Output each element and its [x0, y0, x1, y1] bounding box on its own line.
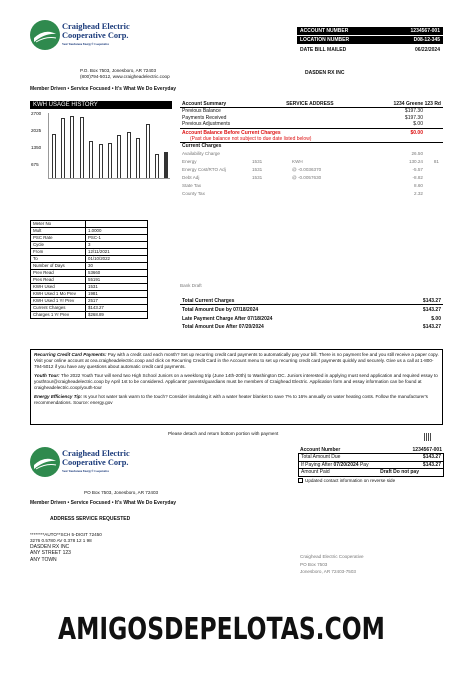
meter-label: To [31, 256, 86, 263]
current-charges-label: Current Charges [182, 143, 222, 150]
meter-label: Meter No [31, 221, 86, 228]
meter-row [31, 277, 148, 284]
meter-label: KWH Used 1 Mo Prev [31, 291, 86, 298]
meter-value: PSC-1 [86, 235, 148, 242]
energy-extra: 81 [433, 158, 439, 164]
service-address-value: 1234 Greene 123 Rd [393, 101, 441, 107]
meter-row [31, 235, 148, 242]
paying-after-suffix: Pay [359, 461, 369, 468]
charge-line [180, 182, 443, 190]
meter-label: Number of Days [31, 263, 86, 270]
y-tick-675: 675 [31, 162, 39, 167]
charge-qty: 1531 [252, 158, 263, 164]
meter-value: 01/10/2022 [86, 256, 148, 263]
charge-line [180, 190, 443, 198]
meter-row [31, 305, 148, 312]
date-mailed-value: 06/22/2024 [414, 47, 440, 53]
watermark-text: AMIGOSDEPELOTAS.COM [58, 612, 385, 647]
meter-label: PSC Rate [31, 235, 86, 242]
charge-label: State Tax [182, 182, 202, 188]
usage-bar [155, 154, 159, 178]
detach-instruction: Please detach and return bottom portion with payment [168, 431, 279, 436]
location-number-label: LOCATION NUMBER [300, 37, 350, 43]
charge-lines [180, 150, 443, 198]
account-number-value: 1234567-001 [410, 28, 440, 34]
meter-row [31, 249, 148, 256]
stub-total-due-value: $143.27 [422, 454, 441, 461]
usage-bar [80, 117, 84, 178]
account-summary [180, 101, 443, 198]
meter-value: 30 [86, 263, 148, 270]
usage-bar [117, 135, 121, 178]
youth-title: Youth Tour: [34, 373, 60, 378]
charge-line [180, 150, 443, 158]
meter-value: $143.27 [86, 305, 148, 312]
charge-label: Debt Adj [182, 174, 200, 180]
y-tick-1350: 1350 [31, 145, 42, 150]
draft-note: Draft Do not pay [380, 469, 419, 476]
meter-value: 12/11/2021 [86, 249, 148, 256]
charge-qty [252, 190, 292, 198]
company-address: P.O. Box 7503, Jonesboro, AR 72403 [80, 68, 157, 73]
total-after-value: $143.27 [422, 324, 441, 331]
charge-amount: 130.24 [408, 158, 423, 164]
meter-label: Mult [31, 228, 86, 235]
balance-before-label: Account Balance Before Current Charges [182, 129, 281, 136]
account-number-label: ACCOUNT NUMBER [300, 28, 349, 34]
charge-amount: 2.32 [414, 190, 423, 196]
efficiency-title: Energy Efficiency Tip: [34, 394, 83, 399]
charge-qty: 1531 [252, 166, 263, 172]
recurring-text: Pay with a credit card each month? Set up recurring credit card payments to automatically pay your bill. There is no payment fee and you still receive a paper copy. Visit your online account at cea.craigheadelectric.coop and click on Recurring Credit Card in the Account menu to set up recurring credit card payments quickly and securely. Give us a call at 1-800-794-5012 if you have any questions about automatic credit card payments. [34, 352, 439, 369]
qr-code-icon [424, 433, 432, 441]
total-current-value: $143.27 [422, 298, 441, 304]
mail-sort-code2: 3276 0.5780 AV 0.378 12 1 98 [30, 538, 92, 543]
stub-address: PO Box 7503, Jonesboro, AR 72403 [84, 490, 159, 495]
meter-label: Cycle [31, 242, 86, 249]
meter-value: $268.89 [86, 312, 148, 319]
notices-box [30, 349, 443, 425]
usage-bar-area [48, 113, 170, 179]
meter-row [31, 284, 148, 291]
charge-rate [292, 190, 352, 198]
charge-label: Availability Charge [182, 150, 220, 156]
charge-label: Energy Cost/RTO Adj [182, 166, 226, 172]
total-after-label: Total Amount Due After 07/20/2024 [182, 324, 264, 331]
total-due-value: $143.27 [422, 307, 441, 314]
meter-value: 1.0000 [86, 228, 148, 235]
stub-account-number-value: 1234567-001 [412, 447, 442, 453]
previous-balance-label: Previous Balance [182, 108, 221, 115]
total-current-label: Total Current Charges [182, 298, 235, 304]
usage-bar [127, 132, 131, 178]
customer-address-line2: ANY STREET 123 [30, 550, 71, 557]
company-logo [30, 20, 60, 50]
paying-after-value: $143.27 [422, 461, 441, 468]
meter-value: 1981 [86, 291, 148, 298]
charge-amount: 26.50 [411, 150, 423, 156]
location-number-bar [297, 36, 443, 44]
meter-label: From [31, 249, 86, 256]
remit-address-line2: PO Box 7503 [300, 561, 328, 567]
account-number-bar [297, 27, 443, 35]
usage-bar [136, 138, 140, 178]
stub-total-due-label: Total Amount Due [301, 454, 341, 461]
stub-motto: Member Driven • Service Focused • It's What We Do Everyday [30, 500, 177, 506]
usage-bar [61, 118, 65, 178]
charge-amount: -8.82 [412, 174, 423, 180]
charge-label: County Tax [182, 190, 205, 196]
meter-value [86, 221, 148, 228]
payments-received-label: Payments Received [182, 114, 227, 121]
company-contact: (800)794-5012, www.craigheadelectric.coop [80, 74, 170, 79]
account-summary-label: Account Summary [182, 101, 227, 107]
charge-qty [252, 150, 292, 158]
bank-draft-label: Bank Draft [180, 283, 202, 288]
remit-address-line3: Jonesboro, AR 72403-7503 [300, 569, 356, 574]
meter-row [31, 312, 148, 319]
service-address-label: SERVICE ADDRESS [286, 101, 334, 107]
stub-company-logo [30, 447, 60, 477]
y-tick-2025: 2025 [31, 128, 42, 133]
company-tagline: Your Touchstone Energy® Cooperative [62, 43, 109, 46]
remit-address-line1: Craighead Electric Cooperative [300, 554, 364, 559]
late-charge-label: Late Payment Charge After 07/18/2024 [182, 315, 273, 322]
previous-adjustments-label: Previous Adjustments [182, 121, 231, 128]
late-charge-value: $.00 [431, 315, 441, 322]
charge-amount: 8.60 [414, 182, 423, 188]
usage-bar [108, 143, 112, 178]
charge-line [180, 174, 443, 182]
stub-company-name-line1: Craighead Electric [62, 449, 130, 458]
charge-rate: @ -0.0057630 [292, 174, 322, 180]
stub-account-number-label: Account Number [300, 447, 341, 453]
charge-line [180, 166, 443, 174]
previous-adjustments-value: $.00 [413, 121, 423, 128]
mail-sort-code: ********AUTO**SCH 5-DIGIT 72450 [30, 532, 102, 537]
paying-after-date: 07/20/2024 [333, 461, 359, 468]
date-mailed-label: DATE BILL MAILED [300, 47, 347, 53]
usage-bar [89, 141, 93, 178]
charge-label: Energy [182, 158, 197, 164]
address-service-requested: ADDRESS SERVICE REQUESTED [50, 516, 131, 522]
paying-after-label: If Paying After [301, 461, 333, 468]
previous-balance-value: $197.30 [404, 108, 423, 115]
amount-paid-label[interactable]: Amount Paid [301, 469, 330, 476]
meter-value: 3 [86, 242, 148, 249]
meter-label: Prev Read [31, 270, 86, 277]
customer-name: DASDEN RX INC [305, 70, 345, 76]
charge-amount: -5.57 [412, 166, 423, 172]
meter-row [31, 228, 148, 235]
efficiency-text: Is your hot water tank warm to the touch? Consider insulating it with a water heater blanket to save 7% to 16% annually on water heating costs. Follow the manufacturer's recommendations. Source: energy.gov [34, 394, 428, 405]
meter-row [31, 291, 148, 298]
meter-value: 53660 [86, 270, 148, 277]
charge-qty [252, 182, 292, 190]
usage-bar [99, 144, 103, 178]
y-tick-2700: 2700 [31, 111, 42, 116]
usage-history-panel [30, 101, 172, 185]
remittance-box [298, 447, 444, 484]
recurring-title: Recurring Credit Card Payments: [34, 352, 107, 357]
meter-row [31, 298, 148, 305]
payments-received-value: $197.30 [404, 114, 423, 121]
charge-rate: KWH [292, 158, 303, 164]
charge-line [180, 158, 443, 166]
usage-bar [164, 152, 168, 178]
meter-table [30, 220, 148, 319]
charge-qty: 1531 [252, 174, 263, 180]
balance-before-value: $0.00 [410, 129, 423, 136]
meter-row [31, 221, 148, 228]
meter-row [31, 256, 148, 263]
stub-company-tagline: Your Touchstone Energy® Cooperative [62, 470, 109, 473]
meter-value: 1531 [86, 284, 148, 291]
meter-value: 55191 [86, 277, 148, 284]
usage-bar [70, 116, 74, 178]
meter-label: Current Charges [31, 305, 86, 312]
customer-address-line3: ANY TOWN [30, 556, 57, 563]
balance-note: (Past due balance not subject to due date listed below) [180, 136, 443, 143]
usage-bar [52, 134, 56, 178]
company-name-line1: Craighead Electric [62, 22, 130, 31]
meter-label: KWH Used 1 Yr Prev [31, 298, 86, 305]
usage-history-title: KWH USAGE HISTORY [30, 101, 172, 109]
usage-bar [146, 124, 150, 178]
company-name-line2: Cooperative Corp. [62, 31, 129, 40]
totals-block [180, 298, 443, 331]
youth-text: The 2022 Youth Tour will send two High School Juniors on a weeklong trip (June 14th-20th) to Washington DC. Juniors interested in applying must send application and required essay to youthtour@craigheadelectric.coop by April 1st to be considered. Applicants' parents/guardians must be members of Craighead Electric. Application form and essay information can be found at craigheadelectric.coop/youth-tour [34, 373, 438, 390]
contact-checkbox-label: Updated contact information on reverse side [305, 477, 396, 483]
stub-company-name-line2: Cooperative Corp. [62, 458, 129, 467]
charge-rate [292, 150, 352, 158]
company-motto: Member Driven • Service Focused • It's What We Do Everyday [30, 86, 177, 92]
location-number-value: D08-12-345 [413, 37, 440, 43]
meter-label: Charges 1 Yr Prev [31, 312, 86, 319]
meter-row [31, 242, 148, 249]
charge-rate: @ -0.0036370 [292, 166, 322, 172]
charge-rate [292, 182, 352, 190]
meter-row [31, 270, 148, 277]
meter-label: Pres Read [31, 277, 86, 284]
meter-value: 2517 [86, 298, 148, 305]
contact-checkbox[interactable] [298, 478, 303, 483]
meter-label: KWH Used [31, 284, 86, 291]
customer-address-line1: DASDEN RX INC [30, 544, 70, 550]
total-due-label: Total Amount Due by 07/18/2024 [182, 307, 259, 314]
meter-row [31, 263, 148, 270]
